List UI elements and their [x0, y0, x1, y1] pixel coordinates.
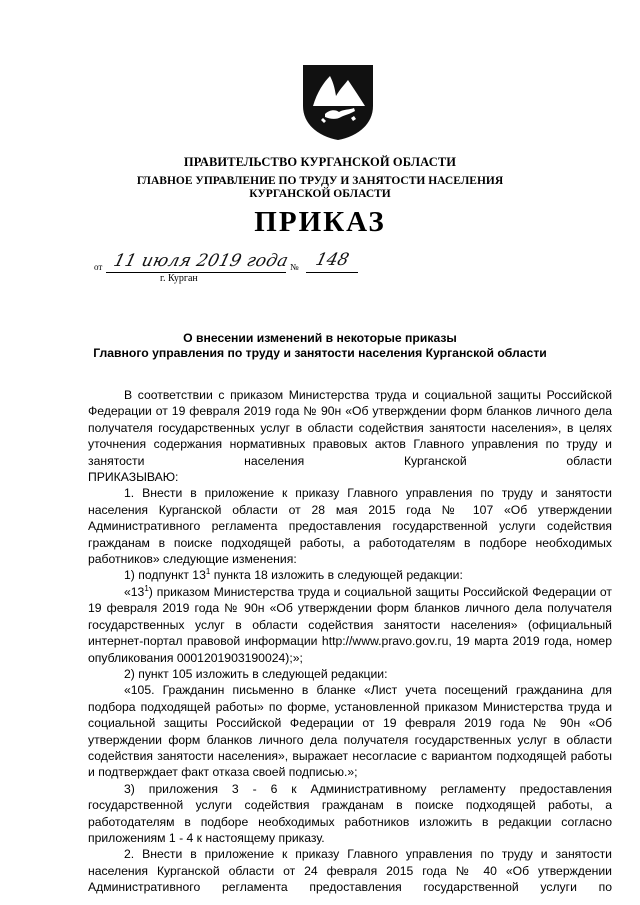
subclause-1-quote-text-b: ) приказом Министерства труда и социальной защиты Российской Федерации от 19 февраля 2019 года № 90н «Об утверждении форм бланков личного дела получателя государственных услуг в области содействия занятости населения» (официальный интернет-портал правовой информации http://www.pravo.gov.ru, 19 марта 2019 года, номер опубликования 0001201903190024);»; [88, 584, 612, 665]
handwritten-date: 11 июля 2019 года [111, 251, 291, 271]
kurgan-coat-of-arms-icon [299, 62, 377, 142]
number-label: № [290, 262, 299, 272]
subclause-2-paragraph: 2) пункт 105 изложить в следующей редакции: [124, 666, 388, 681]
date-number-block [94, 252, 394, 282]
document-title-line1: О внесении изменений в некоторые приказы [183, 331, 457, 345]
city-label: г. Курган [160, 273, 198, 284]
department-name-line1: ГЛАВНОЕ УПРАВЛЕНИЕ ПО ТРУДУ И ЗАНЯТОСТИ НАСЕЛЕНИЯ [136, 175, 504, 187]
document-body [88, 387, 612, 896]
subclause-1-paragraph [88, 567, 612, 583]
subclause-2-quote-paragraph: «105. Гражданин письменно в бланке «Лист учета посещений гражданина для подбора подходящей работы» по форме, установленной приказом Министерства труда и социальной защиты Российской Федерации от 19 февраля 2019 года № 90н «Об утверждении форм бланков личного дела получателя государственных услуг в области содействия занятости населения», выражает несогласие с вариантом подходящей работы и подтверждает факт отказа своей подписью.»; [88, 683, 612, 780]
document-title-line2: Главного управления по труду и занятости населения Курганской области [93, 346, 547, 360]
subclause-1-quote-text-a: «13 [124, 584, 145, 599]
subclause-1-text-a: 1) подпункт 13 [124, 568, 206, 583]
number-underline [306, 272, 358, 273]
clause-1-paragraph: 1. Внести в приложение к приказу Главного управления по труду и занятости населения Курганской области от 28 мая 2015 года № 107 «Об утверждении Административного регламента предоставления государственной услуги содействия гражданам в поиске подходящей работы, а работодателям в подборе необходимых работников» следующие изменения: [88, 486, 612, 567]
government-name: ПРАВИТЕЛЬСТВО КУРГАНСКОЙ ОБЛАСТИ [183, 155, 457, 169]
preamble-paragraph: В соответствии с приказом Министерства труда и социальной защиты Российской Федерации от 19 февраля 2019 года № 90н «Об утверждении форм бланков личного дела получателя государственных услуг в области содействия занятости населения», в целях уточнения содержания нормативных правовых актов Главного управления по труду и занятости населения Курганской области [88, 388, 612, 468]
clause-2-paragraph: 2. Внести в приложение к приказу Главного управления по труду и занятости населения Курганской области от 24 февраля 2015 года № 40 «Об утверждении Административного регламента предоставления государственной услуги по [88, 847, 612, 895]
subclause-1-quote-superscript: 1 [144, 583, 149, 593]
subclause-1-superscript: 1 [205, 567, 211, 577]
subclause-3-paragraph: 3) приложения 3 - 6 к Административному регламенту предоставления государственной услуги содействия гражданам в поиске подходящей работы, а работодателям в подборе необходимых работников изложить в редакции согласно приложениям 1 - 4 к настоящему приказу. [88, 781, 612, 845]
from-label: от [94, 262, 103, 272]
subclause-1-text-b: пункта 18 изложить в следующей редакции: [210, 568, 463, 583]
document-type: ПРИКАЗ [254, 206, 386, 238]
department-name-line2: КУРГАНСКОЙ ОБЛАСТИ [249, 188, 391, 200]
order-keyword: ПРИКАЗЫВАЮ: [88, 470, 179, 485]
subclause-1-quote-paragraph [88, 584, 612, 666]
handwritten-number: 148 [313, 250, 351, 270]
